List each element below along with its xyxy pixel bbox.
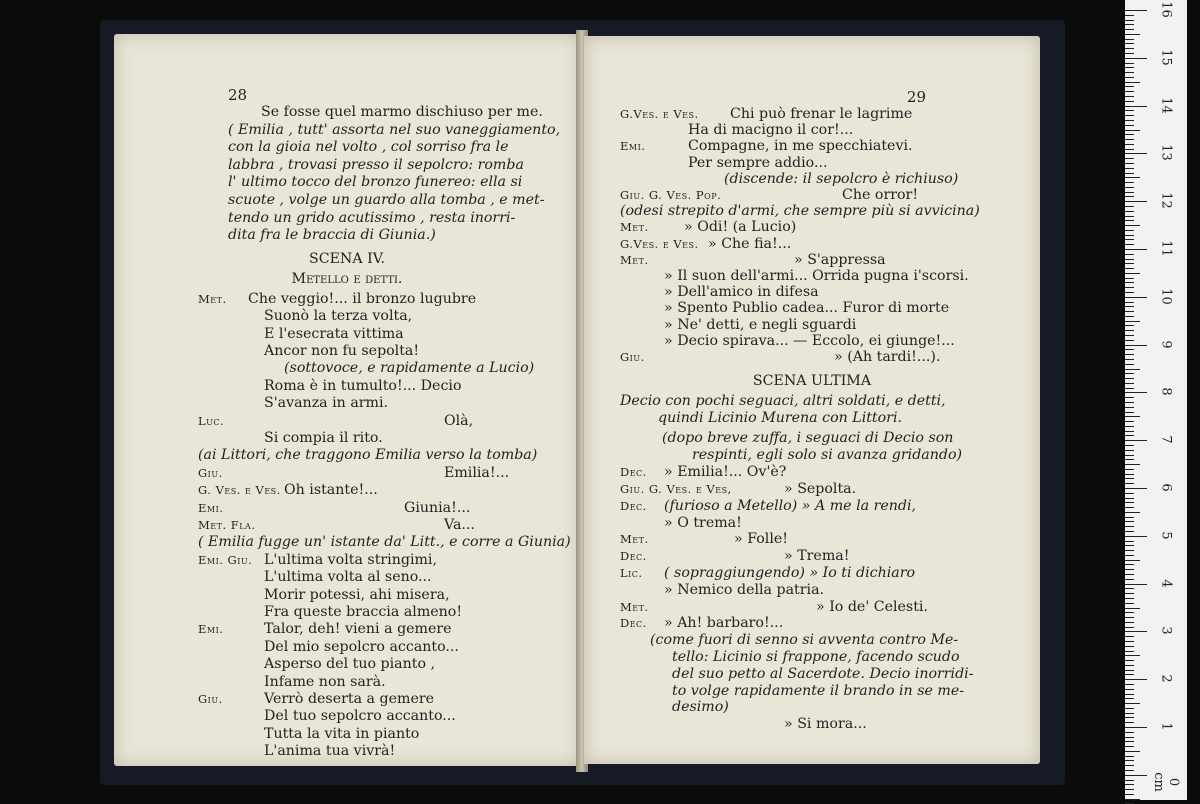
stage-direction: respinti, egli solo si avanza gridando) [692,447,963,464]
dialogue-line: S'avanza in armi. [264,395,389,412]
ruler-tick [1125,230,1134,231]
ruler-tick [1125,598,1134,599]
ruler-number: 14 [1158,96,1174,114]
ruler-tick [1125,435,1134,436]
ruler-tick [1125,302,1134,303]
ruler-tick [1125,34,1140,35]
speaker-label: Met. [620,599,649,614]
ruler-tick [1125,77,1134,78]
ruler-tick [1125,622,1134,623]
ruler-tick [1125,584,1147,585]
ruler-tick [1125,612,1134,613]
speaker-label: Lic. [620,566,643,580]
ruler-tick [1125,321,1140,322]
ruler-tick [1125,282,1134,283]
ruler-tick [1125,684,1134,685]
ruler-tick [1125,655,1140,656]
ruler-tick [1125,440,1147,441]
speaker-label: Giu. G. Ves. Pop. [620,188,722,202]
ruler-tick [1125,550,1134,551]
dialogue-line: Oh istante!... [284,482,378,499]
dialogue-line: Fra queste braccia almeno! [264,604,463,620]
stage-direction: (come fuori di senno si avventa contro Me- [650,632,959,649]
measuring-ruler [1125,0,1187,800]
ruler-tick [1125,388,1134,389]
speaker-label: Met. [198,291,227,306]
dialogue-line: ( Emilia fugge un' istante da' Litt., e corre a Giunia) [198,534,571,551]
ruler-tick [1125,168,1134,169]
speaker-label: G. Ves. e Ves. [198,483,281,498]
ruler-tick [1125,502,1134,503]
ruler-tick [1125,531,1134,532]
dialogue-line: Olà, [444,412,474,429]
ruler-tick [1125,407,1134,408]
ruler-tick [1125,96,1134,97]
ruler-tick [1125,158,1134,159]
ruler-tick [1125,651,1134,652]
ruler-tick [1125,24,1134,25]
ruler-tick [1125,775,1147,776]
ruler-tick [1125,273,1140,274]
ruler-tick [1125,760,1134,761]
text-line: dita fra le braccia di Giunia.) [228,227,436,244]
right-page-number: 29 [906,88,926,106]
ruler-tick [1125,259,1134,260]
text-line: ( Emilia , tutt' assorta nel suo vaneggiamento, [228,121,561,138]
ruler-tick [1125,450,1134,451]
ruler-tick [1125,722,1134,723]
dialogue-line: Ancor non fu sepolta! [264,343,420,359]
speaker-label: Dec. [620,549,647,564]
dialogue-line: Infame non sarà. [264,673,386,690]
ruler-tick [1125,249,1147,250]
text-line: labbra , trovasi presso il sepolcro: romba [228,156,524,173]
text-line: scuote , volge un guardo alla tomba , e met- [228,192,545,208]
ruler-tick [1125,608,1140,609]
ruler-tick [1125,660,1134,661]
ruler-tick [1125,287,1134,288]
ruler-tick [1125,402,1134,403]
stage-direction: (dopo breve zuffa, i seguaci di Decio son [662,430,954,447]
ruler-tick [1125,263,1134,264]
dialogue-line: ( sopraggiungendo) » Io ti dichiaro [664,565,916,581]
ruler-number: 4 [1158,578,1174,588]
text-line: l' ultimo tocco del bronzo funereo: ella si [228,174,523,191]
ruler-number: 11 [1158,240,1174,257]
ruler-tick [1125,345,1147,346]
ruler-tick [1125,359,1134,360]
dialogue-line: Morir potessi, ahi misera, [264,586,450,603]
ruler-tick [1125,765,1134,766]
ruler-tick [1125,646,1134,647]
speaker-label: Luc. [198,413,225,428]
ruler-tick [1125,397,1134,398]
ruler-number: 15 [1158,49,1174,66]
dialogue-line: » Spento Publio cadea... Furor di morte [664,300,950,317]
ruler-tick [1125,383,1134,384]
ruler-tick [1125,20,1134,21]
ruler-tick [1125,631,1147,632]
dialogue-line: Talor, deh! vieni a gemere [264,621,452,638]
ruler-tick [1125,67,1134,68]
ruler-tick [1125,746,1134,747]
ruler-tick [1125,349,1134,350]
dialogue-line: » Trema! [784,548,850,565]
dialogue-line: » (Ah tardi!...). [834,349,941,365]
dialogue-line: (odesi strepito d'armi, che sempre più si avvicina) [620,203,980,220]
ruler-tick [1125,15,1134,16]
left-page [114,34,580,766]
ruler-tick [1125,416,1140,417]
ruler-tick [1125,86,1134,87]
ruler-tick [1125,483,1134,484]
speaker-label: Met. Fla. [198,518,256,532]
ruler-tick [1125,311,1134,312]
ruler-tick [1125,29,1134,30]
dialogue-line: Si compia il rito. [264,430,383,446]
speaker-label: Met. [620,532,649,547]
speaker-label: Dec. [620,498,647,513]
ruler-tick [1125,679,1147,680]
ruler-tick [1125,292,1134,293]
ruler-tick [1125,101,1134,102]
dialogue-line: » Decio spirava... — Eccolo, ei giunge!... [664,332,955,349]
scene-title: SCENA ULTIMA [752,373,872,390]
speaker-label: Emi. [198,500,224,515]
ruler-tick [1125,770,1134,771]
speaker-label: Emi. Giu. [198,552,253,567]
ruler-number: 3 [1158,626,1174,636]
ruler-tick [1125,196,1134,197]
ruler-tick [1125,732,1134,733]
scene-cast: quindi Licinio Murena con Littori. [658,410,903,427]
ruler-tick [1125,48,1134,49]
ruler-tick [1125,603,1134,604]
ruler-tick [1125,617,1134,618]
ruler-tick [1125,53,1134,54]
ruler-tick [1125,120,1134,121]
ruler-tick [1125,369,1140,370]
ruler-tick [1125,478,1134,479]
dialogue-line: Chi può frenar le lagrime [730,106,913,122]
ruler-tick [1125,235,1134,236]
dialogue-line: Tutta la vita in pianto [264,725,420,742]
dialogue-line: » S'appressa [794,251,886,268]
ruler-tick [1125,579,1134,580]
ruler-tick [1125,144,1134,145]
ruler-tick [1125,517,1134,518]
ruler-tick [1125,58,1147,59]
ruler-tick [1125,780,1134,781]
ruler-tick [1125,426,1134,427]
text-line: tendo un grido acutissimo , resta inorri- [228,209,516,226]
ruler-tick [1125,737,1134,738]
dialogue-line: (discende: il sepolcro è richiuso) [724,170,959,187]
ruler-tick [1125,182,1134,183]
ruler-number: 16 [1158,1,1174,18]
dialogue-line: Va... [444,517,475,533]
ruler-tick [1125,421,1134,422]
ruler-tick [1125,378,1134,379]
ruler-tick [1125,134,1134,135]
dialogue-line: » Dell'amico in difesa [664,284,819,301]
ruler-tick [1125,110,1134,111]
ruler-tick [1125,39,1134,40]
ruler-tick [1125,512,1140,513]
ruler-tick [1125,392,1147,393]
dialogue-line: Asperso del tuo pianto , [264,656,436,673]
ruler-number: 5 [1158,531,1174,540]
speaker-label: Emi. [198,622,224,637]
stage-direction: del suo petto al Sacerdote. Decio inorridi- [672,665,974,682]
ruler-tick [1125,636,1134,637]
ruler-tick [1125,713,1134,714]
ruler-tick [1125,507,1134,508]
ruler-tick [1125,173,1134,174]
speaker-label: Giu. [198,465,223,480]
ruler-tick [1125,125,1134,126]
speaker-label: Giu. [198,692,223,706]
ruler-tick [1125,789,1134,790]
ruler-tick [1125,717,1134,718]
dialogue-line: » Nemico della patria. [664,581,825,598]
ruler-tick [1125,689,1134,690]
ruler-tick [1125,488,1147,489]
ruler-tick [1125,474,1134,475]
ruler-tick [1125,149,1134,150]
ruler-tick [1125,674,1134,675]
ruler-tick [1125,330,1134,331]
ruler-tick [1125,63,1134,64]
ruler-tick [1125,239,1134,240]
stage-direction: desimo) [672,699,729,716]
ruler-tick [1125,206,1134,207]
ruler-tick [1125,670,1134,671]
ruler-tick [1125,187,1134,188]
dialogue-line: Verrò deserta a gemere [264,691,435,707]
scene-cast: Decio con pochi seguaci, altri soldati, e detti, [620,393,946,410]
dialogue-line: » Emilia!... Ov'è? [664,464,787,481]
speaker-label: Emi. [620,139,646,154]
ruler-tick [1125,541,1134,542]
ruler-tick [1125,153,1147,154]
ruler-tick [1125,431,1134,432]
ruler-number: 1 [1158,722,1174,731]
ruler-tick [1125,192,1134,193]
dialogue-line: » Si mora... [784,716,867,733]
ruler-tick [1125,455,1134,456]
ruler-number: 2 [1158,674,1174,683]
dialogue-line: » Folle! [734,531,788,548]
ruler-tick [1125,665,1134,666]
dialogue-line: Che orror! [842,187,919,203]
dialogue-line: » Ne' detti, e negli sguardi [664,316,857,333]
ruler-tick [1125,526,1134,527]
speaker-label: Dec. [620,616,647,631]
dialogue-line: Giunia!... [404,499,471,516]
dialogue-line: » Sepolta. [784,481,857,497]
ruler-tick [1125,588,1134,589]
speaker-label: G.Ves. e Ves. [620,236,699,251]
ruler-tick [1125,201,1147,202]
ruler-tick [1125,641,1134,642]
ruler-tick [1125,708,1134,709]
speaker-label: Dec. [620,465,647,480]
stage-direction: to volge rapidamente il brando in se me- [672,682,965,699]
ruler-tick [1125,564,1134,565]
dialogue-line: Ha di macigno il cor!... [688,122,854,139]
text-line: con la gioia nel volto , col sorriso fra le [228,139,509,156]
speaker-label: Met. [620,252,649,267]
ruler-tick [1125,445,1134,446]
dialogue-line: L'ultima volta stringimi, [264,551,437,568]
ruler-tick [1125,177,1140,178]
ruler-tick [1125,493,1134,494]
ruler-number: 8 [1158,387,1174,397]
ruler-tick [1125,498,1134,499]
speaker-label: Met. [620,220,649,235]
ruler-tick [1125,278,1134,279]
dialogue-line: L'ultima volta al seno... [264,569,432,586]
scene-title: SCENA IV. [309,250,385,267]
ruler-tick [1125,794,1134,795]
text-line: Se fosse quel marmo dischiuso per me. [261,104,543,120]
speaker-label: Giu. [620,350,645,364]
ruler-tick [1125,91,1134,92]
dialogue-line: » Odi! (a Lucio) [684,219,797,236]
ruler-tick [1125,545,1134,546]
ruler-tick [1125,569,1134,570]
speaker-label: G.Ves. e Ves. [620,107,699,121]
dialogue-line: Compagne, in me specchiatevi. [688,138,913,155]
dialogue-line: » Che fia!... [708,235,792,252]
ruler-tick [1125,139,1134,140]
ruler-tick [1125,593,1134,594]
ruler-tick [1125,297,1147,298]
ruler-tick [1125,43,1134,44]
ruler-tick [1125,340,1134,341]
ruler-tick [1125,555,1134,556]
ruler-tick [1125,10,1147,11]
ruler-tick [1125,521,1134,522]
dialogue-line: Del mio sepolcro accanto... [264,638,459,655]
right-page [584,36,1040,764]
ruler-tick [1125,741,1134,742]
dialogue-line: » Io de' Celesti. [816,598,928,615]
dialogue-line: Che veggio!... il bronzo lugubre [248,290,477,307]
ruler-tick [1125,225,1140,226]
ruler-tick [1125,703,1140,704]
ruler-number: 0 cm [1151,771,1181,792]
ruler-tick [1125,335,1134,336]
dialogue-line: Emilia!... [444,464,510,481]
ruler-tick [1125,244,1134,245]
ruler-tick [1125,325,1134,326]
ruler-tick [1125,82,1140,83]
ruler-number: 13 [1158,144,1174,162]
ruler-tick [1125,354,1134,355]
ruler-tick [1125,727,1147,728]
ruler-tick [1125,306,1134,307]
dialogue-line: Per sempre addio... [688,154,828,171]
dialogue-line: » Ah! barbaro!... [664,615,784,632]
dialogue-line: E l'esecrata vittima [264,325,404,342]
ruler-tick [1125,163,1134,164]
ruler-tick [1125,268,1134,269]
stage-direction: tello: Licinio si frappone, facendo scudo [672,649,960,665]
ruler-tick [1125,72,1134,73]
ruler-tick [1125,364,1134,365]
ruler-tick [1125,373,1134,374]
ruler-tick [1125,316,1134,317]
ruler-tick [1125,627,1134,628]
ruler-tick [1125,459,1134,460]
dialogue-line: Suonò la terza volta, [264,308,413,325]
dialogue-line: L'anima tua vivrà! [264,743,396,760]
scene-cast: Metello e detti. [291,270,403,287]
ruler-number: 9 [1158,339,1174,349]
ruler-tick [1125,115,1134,116]
ruler-tick [1125,784,1134,785]
ruler-number: 10 [1158,288,1174,305]
ruler-tick [1125,698,1134,699]
ruler-tick [1125,412,1134,413]
ruler-tick [1125,469,1134,470]
ruler-tick [1125,464,1140,465]
dialogue-line: (sottovoce, e rapidamente a Lucio) [284,360,535,377]
ruler-tick [1125,216,1134,217]
ruler-tick [1125,560,1140,561]
ruler-tick [1125,130,1140,131]
ruler-number: 12 [1158,192,1174,209]
ruler-number: 6 [1158,483,1174,492]
dialogue-line: (ai Littori, che traggono Emilia verso la tomba) [198,447,538,464]
dialogue-line: » O trema! [664,514,742,531]
ruler-tick [1125,751,1140,752]
ruler-tick [1125,574,1134,575]
ruler-tick [1125,756,1134,757]
ruler-number: 7 [1158,435,1174,444]
left-page-number: 28 [228,86,248,104]
ruler-tick [1125,254,1134,255]
ruler-tick [1125,211,1134,212]
dialogue-line: » Il suon dell'armi... Orrida pugna i'scorsi. [664,268,969,284]
ruler-tick [1125,106,1147,107]
speaker-label: Giu. G. Ves. e Ves, [620,482,732,496]
dialogue-line: (furioso a Metello) » A me la rendi, [664,497,917,514]
dialogue-line: Roma è in tumulto!... Decio [264,377,462,394]
ruler-tick [1125,220,1134,221]
ruler-tick [1125,536,1147,537]
dialogue-line: Del tuo sepolcro accanto... [264,708,456,725]
ruler-tick [1125,694,1134,695]
